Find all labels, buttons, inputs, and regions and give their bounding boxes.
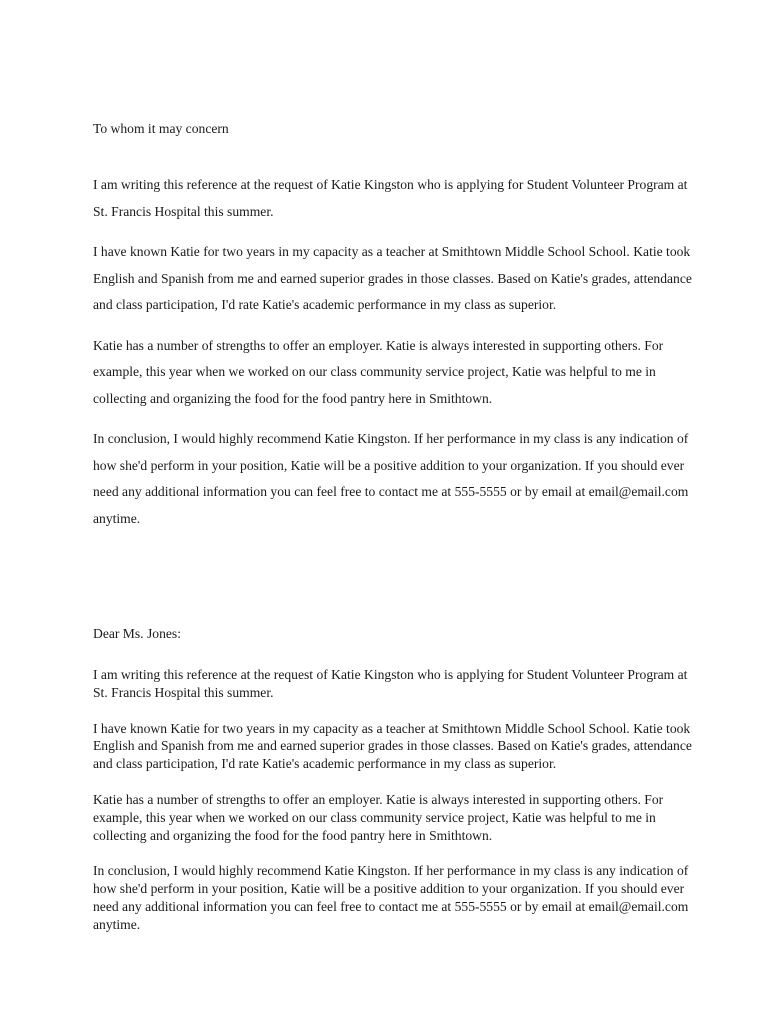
letter-two-paragraph-background: I have known Katie for two years in my capacity as a teacher at Smithtown Middle School School. Katie took English and Spanish from me and earned superior grades in those classes. Based on Katie's grades, attendance and class participation, I'd rate Katie's academic performance in my class as superior. xyxy=(93,720,692,772)
letter-one-paragraph-background: I have known Katie for two years in my capacity as a teacher at Smithtown Middle School School. Katie took English and Spanish from me and earned superior grades in those classes. Based on Katie's grades, attendance and class participation, I'd rate Katie's academic performance in my class as superior. xyxy=(93,244,692,312)
letter-one-salutation: To whom it may concern xyxy=(93,121,229,136)
letter-one-paragraph-intro: I am writing this reference at the request of Katie Kingston who is applying for Student Volunteer Program at St. Francis Hospital this summer. xyxy=(93,177,688,219)
letter-two-paragraph-strengths: Katie has a number of strengths to offer an employer. Katie is always interested in supporting others. For example, this year when we worked on our class community service project, Katie was helpful to me in collecting and organizing the food for the food pantry here in Smithtown. xyxy=(93,791,664,843)
letter-one-paragraph-strengths: Katie has a number of strengths to offer an employer. Katie is always interested in supporting others. For example, this year when we worked on our class community service project, Katie was helpful to me in collecting and organizing the food for the food pantry here in Smithtown. xyxy=(93,337,664,406)
letter-two-paragraph-intro: I am writing this reference at the request of Katie Kingston who is applying for Student Volunteer Program at St. Francis Hospital this summer. xyxy=(93,667,688,700)
letter-one-paragraph-conclusion: In conclusion, I would highly recommend Katie Kingston. If her performance in my class is any indication of how she'd perform in your position, Katie will be a positive addition to your organization. If you should ever need any additional information you can feel free to contact me at 555-5555 or by email at email@email.com anytime. xyxy=(93,431,689,526)
letter-two-paragraph-conclusion: In conclusion, I would highly recommend Katie Kingston. If her performance in my class is any indication of how she'd perform in your position, Katie will be a positive addition to your organization. If you should ever need any additional information you can feel free to contact me at 555-5555 or by email at email@email.com anytime. xyxy=(93,863,689,932)
letter-two-salutation: Dear Ms. Jones: xyxy=(93,626,181,641)
reference-letter-one xyxy=(93,118,693,546)
reference-letter-two xyxy=(93,624,693,952)
